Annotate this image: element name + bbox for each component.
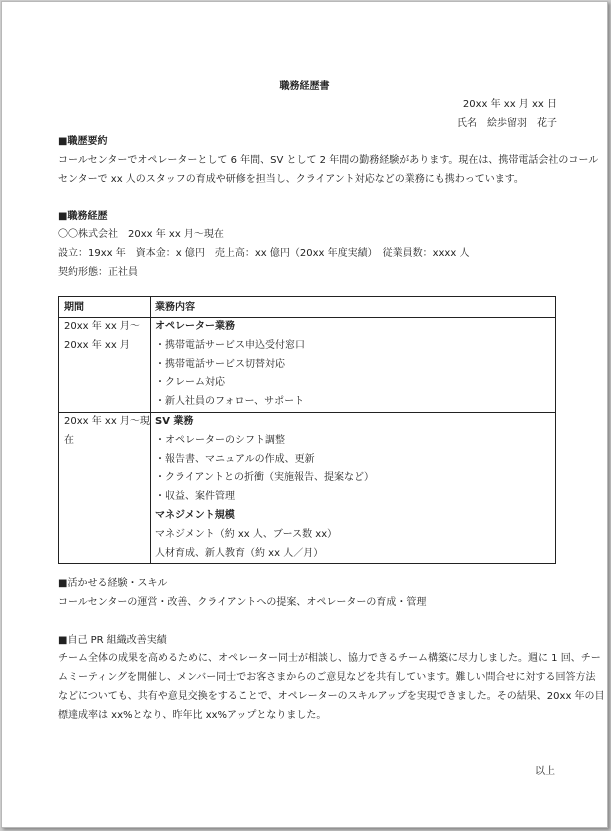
header-content: 業務内容 <box>151 297 556 318</box>
document-title: 職務経歴書 <box>279 81 330 92</box>
content-item: ・報告書、マニュアルの作成、更新 <box>155 453 315 465</box>
content-item: ・携帯電話サービス申込受付窓口 <box>155 339 305 351</box>
pr-line: チーム全体の成果を高めるために、オペレーター同士が相談し、協力できるチーム構築に尽力しました。週に 1 回、チー <box>58 653 601 664</box>
content-subheading: SV 業務 <box>155 415 194 427</box>
skills-heading: ■活かせる経験・スキル <box>58 578 168 589</box>
company-line: 〇〇株式会社 20xx 年 xx 月～現在 <box>58 229 224 240</box>
period-cell <box>59 318 151 413</box>
content-cell <box>151 318 556 413</box>
summary-heading: ■職歴要約 <box>58 136 108 147</box>
document-page <box>1 1 608 828</box>
content-item: 人材育成、新人教育（約 xx 人／月） <box>155 547 324 559</box>
content-item: ・クライアントとの折衝（実施報告、提案など） <box>155 472 374 484</box>
pr-line: 標達成率は xx%となり、昨年比 xx%アップとなりました。 <box>58 710 327 721</box>
period-line: 20xx 年 xx 月 <box>64 339 130 351</box>
period-cell <box>59 412 151 563</box>
table-row <box>59 318 556 413</box>
pr-line: などについても、共有や意見交換をすることで、オペレーターのスキルアップを実現できました。その結果、20xx 年の目 <box>58 691 605 702</box>
pr-heading: ■自己 PR 組織改善実績 <box>58 635 167 646</box>
header-period: 期間 <box>59 297 151 318</box>
employment-type: 契約形態：正社員 <box>58 267 138 278</box>
closing-mark: 以上 <box>535 766 555 777</box>
content-item: ・携帯電話サービス切替対応 <box>155 358 285 370</box>
content-subheading: マネジメント規模 <box>155 509 235 521</box>
period-line: 在 <box>64 434 74 446</box>
content-item: ・クレーム対応 <box>155 377 225 389</box>
applicant-name: 氏名 絵歩留羽 花子 <box>457 118 557 129</box>
content-item: マネジメント（約 xx 人、ブース数 xx） <box>155 528 338 540</box>
period-line: 20xx 年 xx 月～現 <box>64 415 150 427</box>
table-header-row <box>59 297 556 318</box>
company-profile: 設立：19xx 年 資本金：x 億円 売上高：xx 億円（20xx 年度実績） 従業員数：xxxx 人 <box>58 248 470 259</box>
summary-line: コールセンターでオペレーターとして 6 年間、SV として 2 年間の勤務経験があります。現在は、携帯電話会社のコール <box>58 155 599 166</box>
period-line: 20xx 年 xx 月～ <box>64 321 140 332</box>
content-subheading: オペレーター業務 <box>155 321 235 332</box>
career-table <box>58 296 556 564</box>
summary-line: センターで xx 人のスタッフの育成や研修を担当し、クライアント対応などの業務にも携わっています。 <box>58 174 524 185</box>
history-heading: ■職務経歴 <box>58 211 108 222</box>
pr-line: ムミーティングを開催し、メンバー同士でお客さまからのご意見などを共有しています。難しい問合せに対する回答方法 <box>58 672 596 683</box>
content-cell <box>151 412 556 563</box>
skills-text: コールセンターの運営・改善、クライアントへの提案、オペレーターの育成・管理 <box>58 597 427 608</box>
content-item: ・オペレーターのシフト調整 <box>155 434 285 446</box>
content-item: ・新人社員のフォロー、サポート <box>155 396 305 408</box>
table-row <box>59 412 556 563</box>
content-item: ・収益、案件管理 <box>155 491 235 503</box>
document-date: 20xx 年 xx 月 xx 日 <box>462 99 557 110</box>
